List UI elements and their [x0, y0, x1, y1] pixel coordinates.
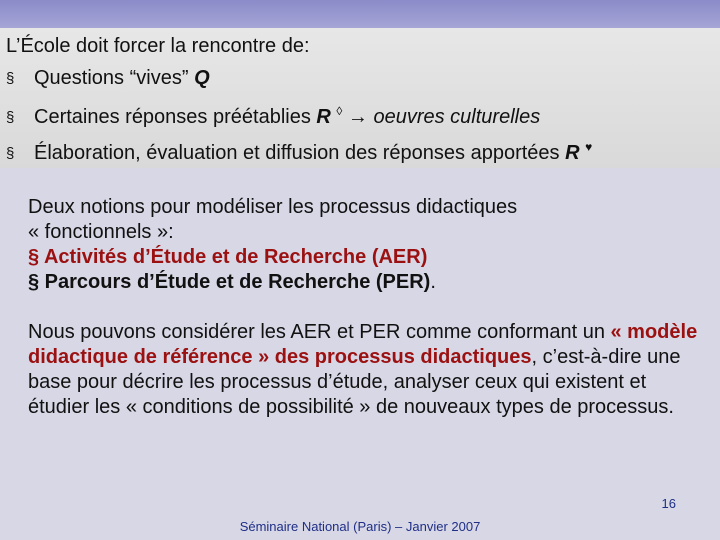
- header-item-questions: [6, 64, 210, 93]
- per-item: [28, 270, 708, 295]
- aer-item: § Activités d’Étude et de Recherche (AER): [28, 246, 428, 268]
- page-number: 16: [661, 496, 676, 511]
- header-item-text: Questions “vives”: [34, 67, 195, 89]
- per-item-end: .: [430, 271, 436, 293]
- header-item-tail: oeuvres culturelles: [367, 106, 541, 128]
- heart-icon: ♥: [585, 140, 593, 154]
- title-bar: [0, 0, 720, 28]
- para2-text1: Nous pouvons considérer les AER et PER comme conformant un: [28, 321, 611, 343]
- bullet-icon: §: [6, 145, 15, 162]
- para2-text2: , c’est-à-dire une base pour décrire les processus d’étude, analyser ceux qui existent et étudier les « conditions de possibilité » de nouveaux types de processus.: [28, 346, 681, 418]
- footer-text: Séminaire National (Paris) – Janvier 2007: [239, 519, 481, 534]
- header-item-var: Q: [194, 67, 210, 89]
- header-box: [0, 28, 720, 168]
- header-item-var: R: [316, 106, 331, 128]
- header-item-elaboration: [6, 133, 592, 168]
- per-item-text: § Parcours d’Étude et de Recherche (PER): [28, 271, 431, 293]
- header-item-responses: [6, 97, 540, 132]
- main-content: [28, 195, 708, 420]
- bullet-icon: §: [6, 70, 15, 87]
- header-intro: L’École doit forcer la rencontre de:: [6, 35, 310, 57]
- diamond-icon: ◊: [336, 104, 343, 118]
- header-item-text: Élaboration, évaluation et diffusion des réponses apportées: [34, 142, 566, 164]
- header-item-text: Certaines réponses préétablies: [34, 106, 317, 128]
- arrow-right-icon: →: [347, 106, 368, 128]
- bullet-icon: §: [6, 109, 15, 126]
- para1-line2: « fonctionnels »:: [28, 221, 174, 243]
- header-item-var: R: [565, 142, 580, 164]
- para2: [28, 320, 708, 420]
- para1-line1: Deux notions pour modéliser les processus didactiques: [28, 196, 518, 218]
- model-phrase: « modèle didactique de référence » des processus didactiques: [28, 321, 698, 368]
